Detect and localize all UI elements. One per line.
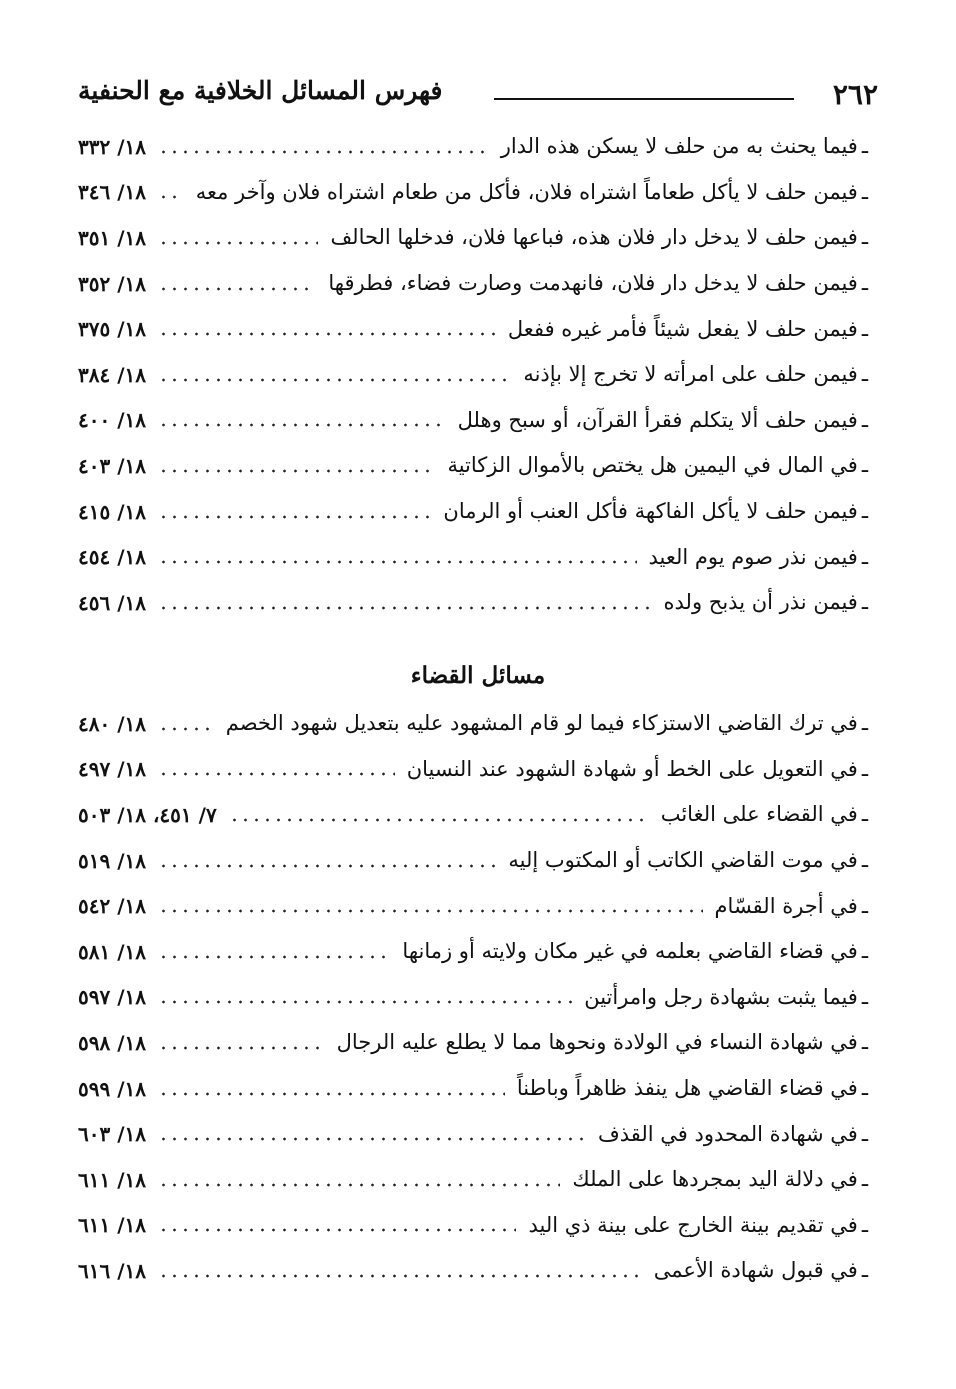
index-list-judiciary (78, 701, 868, 1294)
entry-reference: ١٨/ ٤٩٧ (78, 757, 146, 782)
entry-reference: ١٨/ ٣٤٦ (78, 180, 146, 205)
entry-text: فيمن حلف لا يدخل دار فلان هذه، فباعها فلان، فدخلها الحالف (330, 225, 858, 250)
index-entry: ـ في قضاء القاضي بعلمه في غير مكان ولايته أو زمانها ١٨/ ٥٨١ (78, 939, 868, 964)
entry-reference: ١٨/ ٤٠٣ (78, 453, 146, 478)
entry-reference: ١٨/ ٤٥٦ (78, 590, 146, 615)
index-entry: ـ فيمن حلف لا يدخل دار فلان، فانهدمت وصارت فضاء، فطرقها ١٨/ ٣٥٢ (78, 271, 868, 296)
dot-leader (158, 560, 637, 564)
entry-reference: ١٨/ ٣٧٥ (78, 317, 146, 342)
entry-reference: ٧/ ٤٥١، ١٨/ ٥٠٣ (78, 802, 217, 827)
section-heading: مسائل القضاء (410, 662, 546, 689)
index-entry: ـ في شهادة النساء في الولادة ونحوها مما لا يطلع عليه الرجال ١٨/ ٥٩٨ (78, 1030, 868, 1055)
dot-leader (158, 1228, 516, 1232)
running-title: فهرس المسائل الخلافية مع الحنفية (78, 76, 443, 105)
index-entry: ـ في القضاء على الغائب ٧/ ٤٥١، ١٨/ ٥٠٣ (78, 802, 868, 827)
entry-reference: ١٨/ ٣٨٤ (78, 362, 146, 387)
index-entry: ـ في دلالة اليد بمجردها على الملك ١٨/ ٦١١ (78, 1167, 868, 1192)
entry-text: فيما يثبت بشهادة رجل وامرأتين (584, 984, 858, 1009)
index-entry: ـ فيمن نذر أن يذبح ولده ١٨/ ٤٥٦ (78, 590, 868, 615)
index-entry: ـ في موت القاضي الكاتب أو المكتوب إليه ١٨/ ٥١٩ (78, 848, 868, 873)
entry-reference: ١٨/ ٣٥١ (78, 225, 146, 250)
entry-text: في القضاء على الغائب (660, 802, 858, 827)
index-entry: ـ فيمن حلف ألا يتكلم فقرأ القرآن، أو سبح وهلل ١٨/ ٤٠٠ (78, 407, 868, 433)
dot-leader (158, 772, 395, 776)
page-header (78, 72, 878, 112)
header-rule (494, 98, 794, 100)
index-entry: ـ في قبول شهادة الأعمى ١٨/ ٦١٦ (78, 1258, 868, 1283)
entry-text: فيما يحنث به من حلف لا يسكن هذه الدار (500, 134, 858, 159)
entry-reference: ١٨/ ٤١٥ (78, 499, 146, 524)
dot-leader (158, 955, 390, 959)
entry-reference: ١٨/ ٦٠٣ (78, 1122, 146, 1147)
entry-text: فيمن حلف لا يفعل شيئاً فأمر غيره ففعل (507, 316, 858, 341)
dot-leader (158, 469, 435, 473)
entry-text: في دلالة اليد بمجردها على الملك (572, 1167, 858, 1192)
dot-leader (158, 423, 446, 427)
entry-reference: ١٨/ ٥٨١ (78, 939, 146, 964)
dot-leader (158, 195, 184, 199)
index-entry: ـ في أجرة القسّام ١٨/ ٥٤٢ (78, 893, 868, 919)
entry-text: فيمن حلف لا يدخل دار فلان، فانهدمت وصارت فضاء، فطرقها (328, 271, 858, 296)
index-entry: ـ فيمن حلف لا يأكل طعاماً اشتراه فلان، فأكل من طعام اشتراه فلان وآخر معه ١٨/ ٣٤٦ (78, 179, 868, 205)
page-number: ٢٦٢ (832, 78, 878, 111)
dot-leader (158, 1092, 505, 1096)
entry-text: في أجرة القسّام (714, 893, 858, 918)
entry-reference: ١٨/ ٥٩٩ (78, 1076, 146, 1101)
index-entry: ـ في التعويل على الخط أو شهادة الشهود عند النسيان ١٨/ ٤٩٧ (78, 756, 868, 782)
entry-text: في ترك القاضي الاستزكاء فيما لو قام المشهود عليه بتعديل شهود الخصم (225, 711, 858, 736)
entry-text: في التعويل على الخط أو شهادة الشهود عند النسيان (406, 756, 858, 781)
dot-leader (158, 1274, 642, 1278)
entry-reference: ١٨/ ٦١١ (78, 1213, 146, 1238)
dot-leader (158, 287, 316, 291)
entry-text: في شهادة المحدود في القذف (597, 1121, 858, 1146)
entry-text: فيمن حلف لا يأكل طعاماً اشتراه فلان، فأكل من طعام اشتراه فلان وآخر معه (195, 179, 858, 204)
index-entry: ـ في شهادة المحدود في القذف ١٨/ ٦٠٣ (78, 1121, 868, 1147)
entry-reference: ١٨/ ٤٥٤ (78, 545, 146, 570)
entry-text: فيمن نذر أن يذبح ولده (663, 590, 858, 615)
entry-text: في قضاء القاضي هل ينفذ ظاهراً وباطناً (516, 1076, 858, 1101)
dot-leader (158, 864, 496, 868)
index-entry: ـ في ترك القاضي الاستزكاء فيما لو قام المشهود عليه بتعديل شهود الخصم ١٨/ ٤٨٠ (78, 711, 868, 736)
index-entry: ـ فيمن حلف لا يأكل الفاكهة فأكل العنب أو الرمان ١٨/ ٤١٥ (78, 499, 868, 524)
entry-reference: ١٨/ ٥٩٧ (78, 985, 146, 1010)
dot-leader (158, 606, 652, 610)
entry-reference: ١٨/ ٤٠٠ (78, 408, 146, 433)
dot-leader (158, 727, 214, 731)
entry-text: فيمن حلف على امرأته لا تخرج إلا بإذنه (523, 362, 858, 387)
entry-text: في قضاء القاضي بعلمه في غير مكان ولايته أو زمانها (402, 939, 858, 964)
entry-reference: ١٨/ ٥١٩ (78, 848, 146, 873)
dot-leader (229, 818, 649, 822)
index-entry: ـ في قضاء القاضي هل ينفذ ظاهراً وباطناً ١٨/ ٥٩٩ (78, 1076, 868, 1101)
entry-reference: ١٨/ ٤٨٠ (78, 711, 146, 736)
dot-leader (158, 515, 431, 519)
index-entry: ـ فيمن حلف لا يفعل شيئاً فأمر غيره ففعل ١٨/ ٣٧٥ (78, 316, 868, 342)
entry-text: في قبول شهادة الأعمى (653, 1258, 858, 1283)
dot-leader (158, 332, 496, 336)
index-entry: ـ فيمن حلف لا يدخل دار فلان هذه، فباعها فلان، فدخلها الحالف ١٨/ ٣٥١ (78, 225, 868, 250)
dot-leader (158, 150, 489, 154)
dot-leader (158, 378, 511, 382)
index-entry: ـ فيما يثبت بشهادة رجل وامرأتين ١٨/ ٥٩٧ (78, 984, 868, 1010)
entry-reference: ١٨/ ٣٣٢ (78, 134, 146, 159)
index-entry: ـ فيمن نذر صوم يوم العيد ١٨/ ٤٥٤ (78, 544, 868, 570)
index-entry: ـ في المال في اليمين هل يختص بالأموال الزكاتية ١٨/ ٤٠٣ (78, 453, 868, 478)
index-entry: ـ في تقديم بينة الخارج على بينة ذي اليد ١٨/ ٦١١ (78, 1212, 868, 1238)
entry-text: فيمن حلف لا يأكل الفاكهة فأكل العنب أو الرمان (443, 499, 858, 524)
entry-text: فيمن حلف ألا يتكلم فقرأ القرآن، أو سبح وهلل (457, 407, 858, 432)
dot-leader (158, 1000, 572, 1004)
entry-reference: ١٨/ ٦١٦ (78, 1258, 146, 1283)
entry-reference: ١٨/ ٥٩٨ (78, 1030, 146, 1055)
index-entry: ـ فيما يحنث به من حلف لا يسكن هذه الدار ١٨/ ٣٣٢ (78, 134, 868, 159)
index-entry: ـ فيمن حلف على امرأته لا تخرج إلا بإذنه ١٨/ ٣٨٤ (78, 362, 868, 387)
entry-reference: ١٨/ ٦١١ (78, 1167, 146, 1192)
entry-reference: ١٨/ ٥٤٢ (78, 894, 146, 919)
dot-leader (158, 241, 318, 245)
entry-reference: ١٨/ ٣٥٢ (78, 271, 146, 296)
entry-text: في تقديم بينة الخارج على بينة ذي اليد (528, 1212, 858, 1237)
dot-leader (158, 1137, 586, 1141)
entry-text: في شهادة النساء في الولادة ونحوها مما لا يطلع عليه الرجال (336, 1030, 858, 1055)
dot-leader (158, 1183, 560, 1187)
entry-text: فيمن نذر صوم يوم العيد (648, 544, 858, 569)
index-list-oaths (78, 124, 868, 626)
entry-text: في المال في اليمين هل يختص بالأموال الزكاتية (447, 453, 858, 478)
entry-text: في موت القاضي الكاتب أو المكتوب إليه (508, 848, 858, 873)
dot-leader (158, 909, 703, 913)
dot-leader (158, 1046, 325, 1050)
